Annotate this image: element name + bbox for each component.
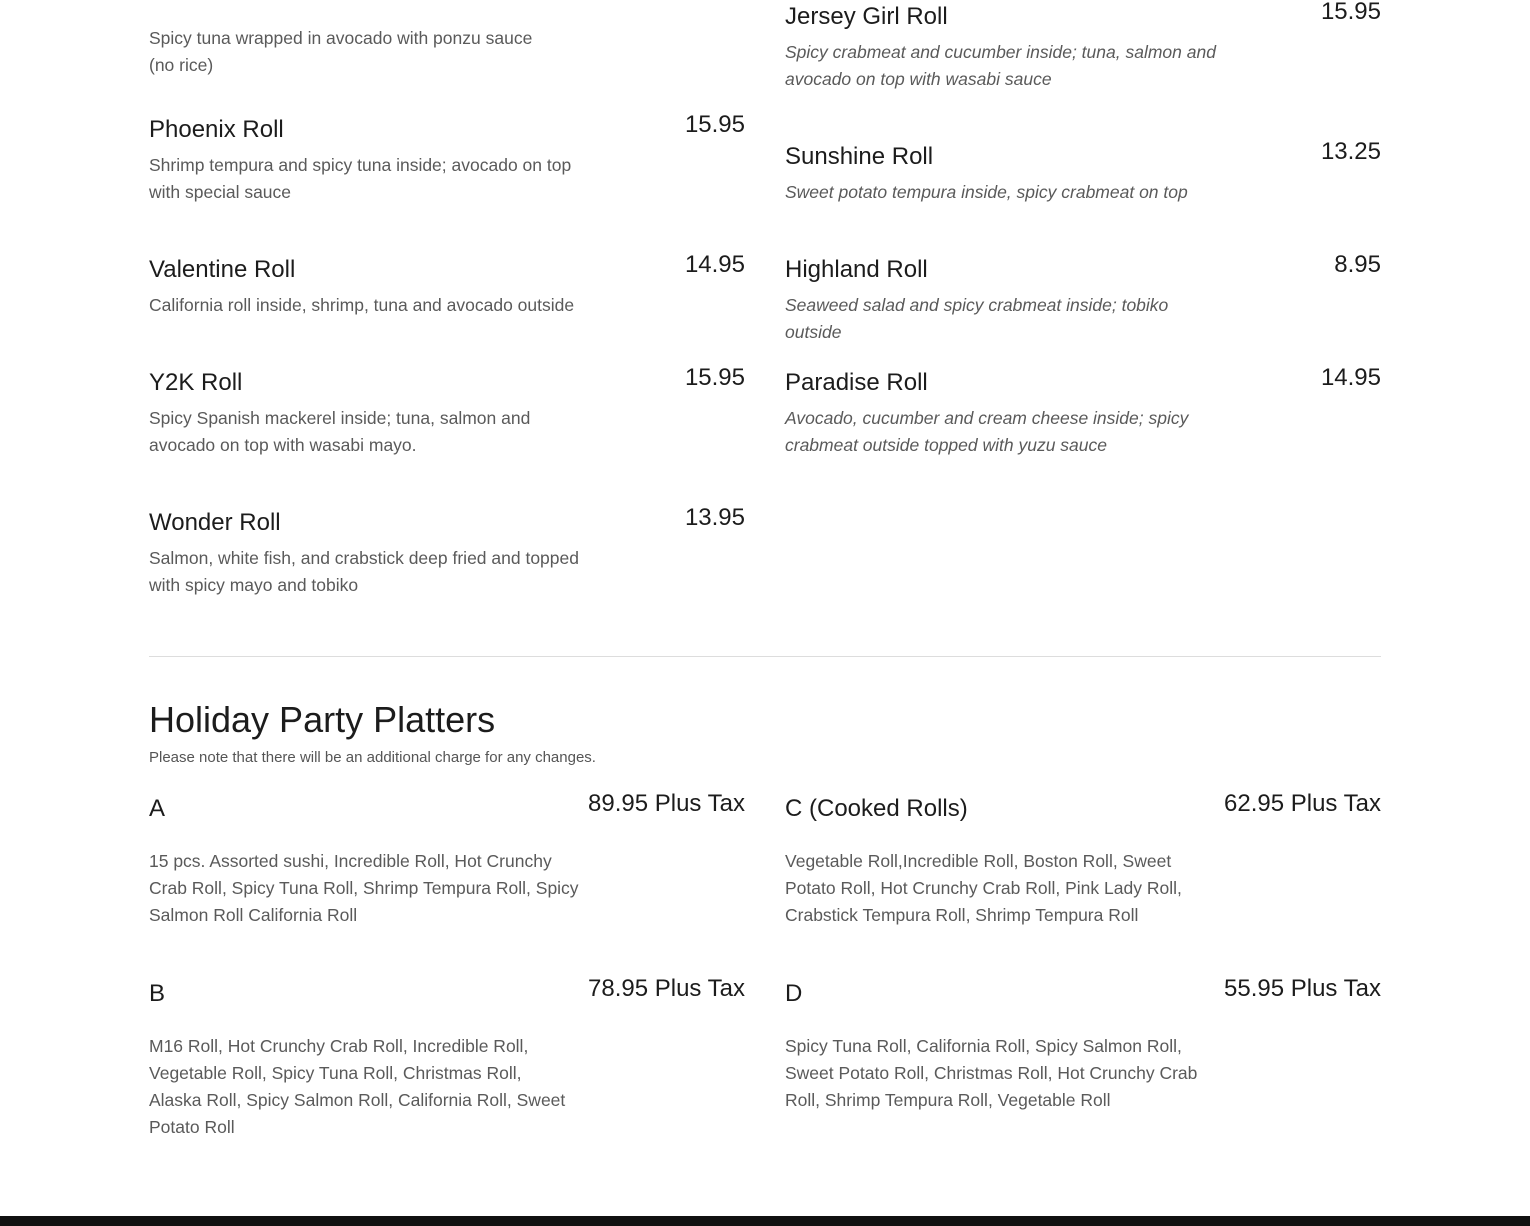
menu-item-name: Y2K Roll <box>149 369 243 396</box>
platter-price: 89.95 Plus Tax <box>588 790 745 817</box>
platter-name: C (Cooked Rolls) <box>785 795 968 822</box>
menu-item-name: Paradise Roll <box>785 369 928 396</box>
menu-item-name: Highland Roll <box>785 256 928 283</box>
section-note: Please note that there will be an additional charge for any changes. <box>149 749 596 766</box>
platter-name: D <box>785 980 803 1007</box>
menu-item-name: Jersey Girl Roll <box>785 3 948 30</box>
platter-name: B <box>149 980 166 1007</box>
menu-item-description: Seaweed salad and spicy crabmeat inside; tobiko outside <box>785 295 1169 342</box>
menu-item-name: Sunshine Roll <box>785 143 934 170</box>
menu-item-name: Wonder Roll <box>149 509 281 536</box>
menu-item-name: Phoenix Roll <box>149 116 284 143</box>
menu-item-price: 15.95 <box>684 364 745 391</box>
menu-item-description: Sweet potato tempura inside, spicy crabmeat on top <box>785 182 1188 202</box>
menu-item-description: Shrimp tempura and spicy tuna inside; avocado on top with special sauce <box>149 155 572 202</box>
platter-description: Spicy Tuna Roll, California Roll, Spicy Salmon Roll, Sweet Potato Roll, Christmas Roll, Hot Crunchy Crab Roll, Shrimp Tempura Roll, Vegetable Roll <box>785 1036 1198 1110</box>
section-divider <box>149 656 1381 657</box>
menu-item-description: Salmon, white fish, and crabstick deep fried and topped with spicy mayo and tobiko <box>149 548 579 595</box>
menu-item-description: California roll inside, shrimp, tuna and avocado outside <box>149 295 575 315</box>
menu-item-price: 14.95 <box>1320 364 1381 391</box>
menu-item-description: Avocado, cucumber and cream cheese inside; spicy crabmeat outside topped with yuzu sauce <box>785 408 1189 455</box>
menu-item-price: 8.95 <box>1334 251 1381 278</box>
menu-item-price: 13.25 <box>1320 138 1381 165</box>
platter-price: 78.95 Plus Tax <box>588 975 745 1002</box>
menu-item-price: 15.95 <box>1320 0 1381 25</box>
menu-item-name: Valentine Roll <box>149 256 296 283</box>
platter-description: M16 Roll, Hot Crunchy Crab Roll, Incredible Roll, Vegetable Roll, Spicy Tuna Roll, Christmas Roll, Alaska Roll, Spicy Salmon Roll, California Roll, Sweet Potato Roll <box>149 1036 566 1137</box>
footer-bar <box>0 1216 1530 1226</box>
platter-description: Vegetable Roll,Incredible Roll, Boston Roll, Sweet Potato Roll, Hot Crunchy Crab Roll, Pink Lady Roll, Crabstick Tempura Roll, Shrimp Tempura Roll <box>785 851 1182 925</box>
menu-item-price: 15.95 <box>684 111 745 138</box>
menu-item-description: Spicy crabmeat and cucumber inside; tuna, salmon and avocado on top with wasabi sauce <box>785 42 1216 89</box>
platter-name: A <box>149 795 166 822</box>
section-title: Holiday Party Platters <box>149 699 496 740</box>
menu-item-description: Spicy tuna wrapped in avocado with ponzu sauce (no rice) <box>149 28 533 75</box>
platter-description: 15 pcs. Assorted sushi, Incredible Roll, Hot Crunchy Crab Roll, Spicy Tuna Roll, Shrimp Tempura Roll, Spicy Salmon Roll California Roll <box>149 851 579 925</box>
menu-item-price: 13.95 <box>684 504 745 531</box>
platter-price: 55.95 Plus Tax <box>1224 975 1381 1002</box>
menu-item-price: 14.95 <box>684 251 745 278</box>
menu-item-description: Spicy Spanish mackerel inside; tuna, salmon and avocado on top with wasabi mayo. <box>149 408 531 455</box>
platter-price: 62.95 Plus Tax <box>1224 790 1381 817</box>
